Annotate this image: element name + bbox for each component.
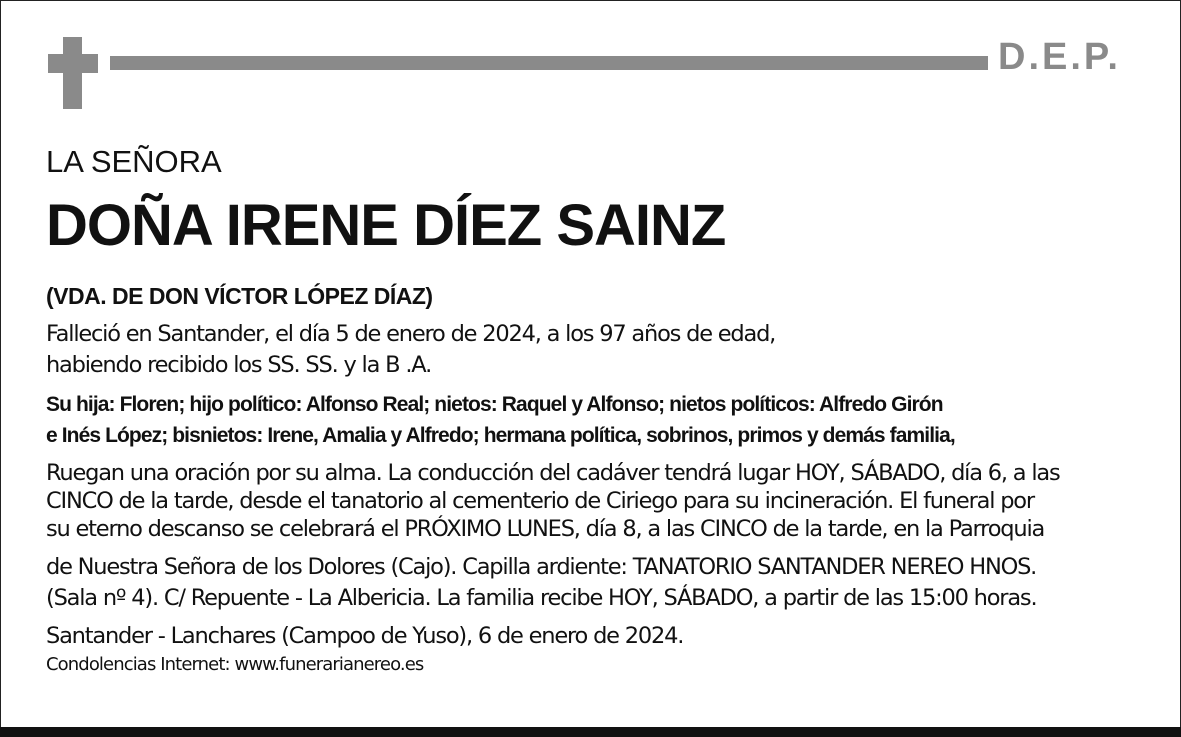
bottom-rule (0, 727, 1181, 737)
family-line-1: Su hija: Floren; hijo político: Alfonso Real; nietos: Raquel y Alfonso; nietos políticos: Alfredo Girón (46, 393, 943, 416)
dep-abbreviation: D.E.P. (998, 36, 1121, 78)
death-notice-line-2: habiendo recibido los SS. SS. y la B .A. (46, 352, 432, 378)
service-line-4: de Nuestra Señora de los Dolores (Cajo). Capilla ardiente: TANATORIO SANTANDER NEREO HNOS. (46, 554, 1037, 580)
condolences-line: Condolencias Internet: www.funerarianereo.es (46, 654, 424, 675)
cross-horizontal-bar (48, 54, 98, 73)
service-line-5: (Sala nº 4). C/ Repuente - La Albericia. La familia recibe HOY, SÁBADO, a partir de las 15:00 horas. (46, 585, 1037, 611)
service-line-3: su eterno descanso se celebrará el PRÓXIMO LUNES, día 8, a las CINCO de la tarde, en la Parroquia (46, 516, 1045, 542)
service-line-2: CINCO de la tarde, desde el tanatorio al cementerio de Ciriego para su incineración. El funeral por (46, 488, 1034, 514)
family-line-2: e Inés López; bisnietos: Irene, Amalia y Alfredo; hermana política, sobrinos, primos y demás familia, (46, 424, 955, 447)
service-line-1: Ruegan una oración por su alma. La conducción del cadáver tendrá lugar HOY, SÁBADO, día 6, a las (46, 460, 1060, 486)
intro-label: LA SEÑORA (46, 144, 222, 179)
place-date: Santander - Lanchares (Campoo de Yuso), 6 de enero de 2024. (46, 623, 684, 649)
death-notice-line-1: Falleció en Santander, el día 5 de enero de 2024, a los 97 años de edad, (46, 321, 776, 347)
cross-vertical-bar (63, 37, 82, 109)
header-rule (110, 56, 988, 70)
widow-of: (VDA. DE DON VÍCTOR LÓPEZ DÍAZ) (46, 283, 433, 309)
deceased-name: DOÑA IRENE DÍEZ SAINZ (46, 193, 726, 258)
